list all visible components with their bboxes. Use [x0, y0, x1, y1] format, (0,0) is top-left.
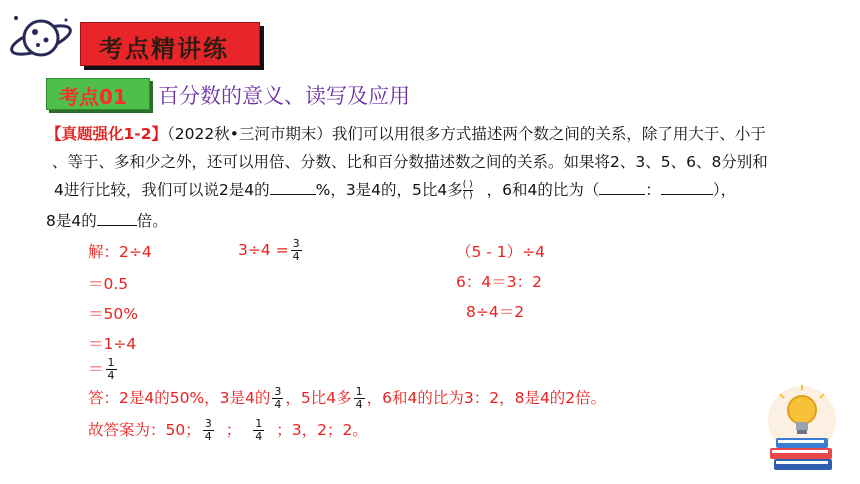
solution-col3-line-1: （5 - 1）÷4	[456, 243, 546, 261]
section-badge	[46, 78, 150, 110]
answer-line: 答：2是4的50%，3是4的 $\frac{3}{4}$ ，5比4多 $\frac{1}{4}$ ，6和4的比为3：2，8是4的2倍。	[88, 385, 607, 411]
question-line-3	[54, 178, 736, 201]
answer-fraction-2: $\frac{1}{4}$	[355, 385, 363, 411]
final-fraction-2: $\frac{1}{4}$	[255, 417, 263, 443]
question-tag: 【真题强化1-2】	[46, 125, 168, 143]
fraction-three-fourths: $\frac{3}{4}$	[292, 237, 300, 263]
solution-line-4: ＝1÷4	[88, 335, 137, 353]
question-text-4b: 倍。	[136, 212, 168, 230]
header-title-badge	[80, 22, 260, 66]
planet-icon	[8, 10, 74, 66]
ratio-colon: ：	[645, 181, 661, 199]
solution-line-3: ＝50%	[88, 305, 138, 323]
solution-col3-line-3: 8÷4＝2	[466, 303, 525, 321]
blank-times[interactable]	[97, 211, 137, 226]
question-text-3b: %，3是4的，5比4多	[315, 181, 463, 199]
solution-line-5: ＝ $\frac{1}{4}$	[88, 356, 115, 382]
lightbulb-books-icon	[758, 384, 842, 476]
blank-percent[interactable]	[270, 180, 316, 195]
solution-line-2: ＝0.5	[88, 275, 129, 293]
solution-col3-line-2: 6：4＝3：2	[456, 273, 542, 291]
question-text-3a: 4进行比较，我们可以说2是4的	[54, 181, 270, 199]
final-answer-line: 故答案为：50； $\frac{3}{4}$ ； $\frac{1}{4}$ ；3，2；2。	[88, 417, 368, 443]
solution-col2: 3÷4 = $\frac{3}{4}$	[238, 237, 300, 263]
question-line-4	[46, 209, 168, 231]
fraction-one-fourth: $\frac{1}{4}$	[107, 356, 115, 382]
blank-fraction[interactable]: $\frac{( )}{( )}$	[462, 180, 473, 201]
answer-fraction-1: $\frac{3}{4}$	[274, 385, 282, 411]
question-line-2: 、等于、多和少之外，还可以用倍、分数、比和百分数描述数之间的关系。如果将2、3、5、6、8分别和	[52, 153, 768, 171]
section-badge-label: 考点01	[59, 85, 127, 109]
question-text-4a: 8是4的	[46, 212, 97, 230]
final-fraction-1: $\frac{3}{4}$	[204, 417, 212, 443]
header-title: 考点精讲练	[99, 35, 229, 63]
blank-ratio-right[interactable]	[661, 180, 713, 195]
question-text-3d: ），	[712, 181, 737, 199]
question-text-3c: ，6和4的比为（	[486, 181, 600, 199]
question-text-1: （2022秋•三河市期末）我们可以用很多方式描述两个数之间的关系，除了用大于、小于	[167, 125, 766, 143]
section-topic: 百分数的意义、读写及应用	[158, 84, 410, 108]
question-line-1	[46, 122, 766, 144]
blank-ratio-left[interactable]	[599, 180, 645, 195]
solution-line-1: 解：2÷4	[88, 243, 152, 261]
